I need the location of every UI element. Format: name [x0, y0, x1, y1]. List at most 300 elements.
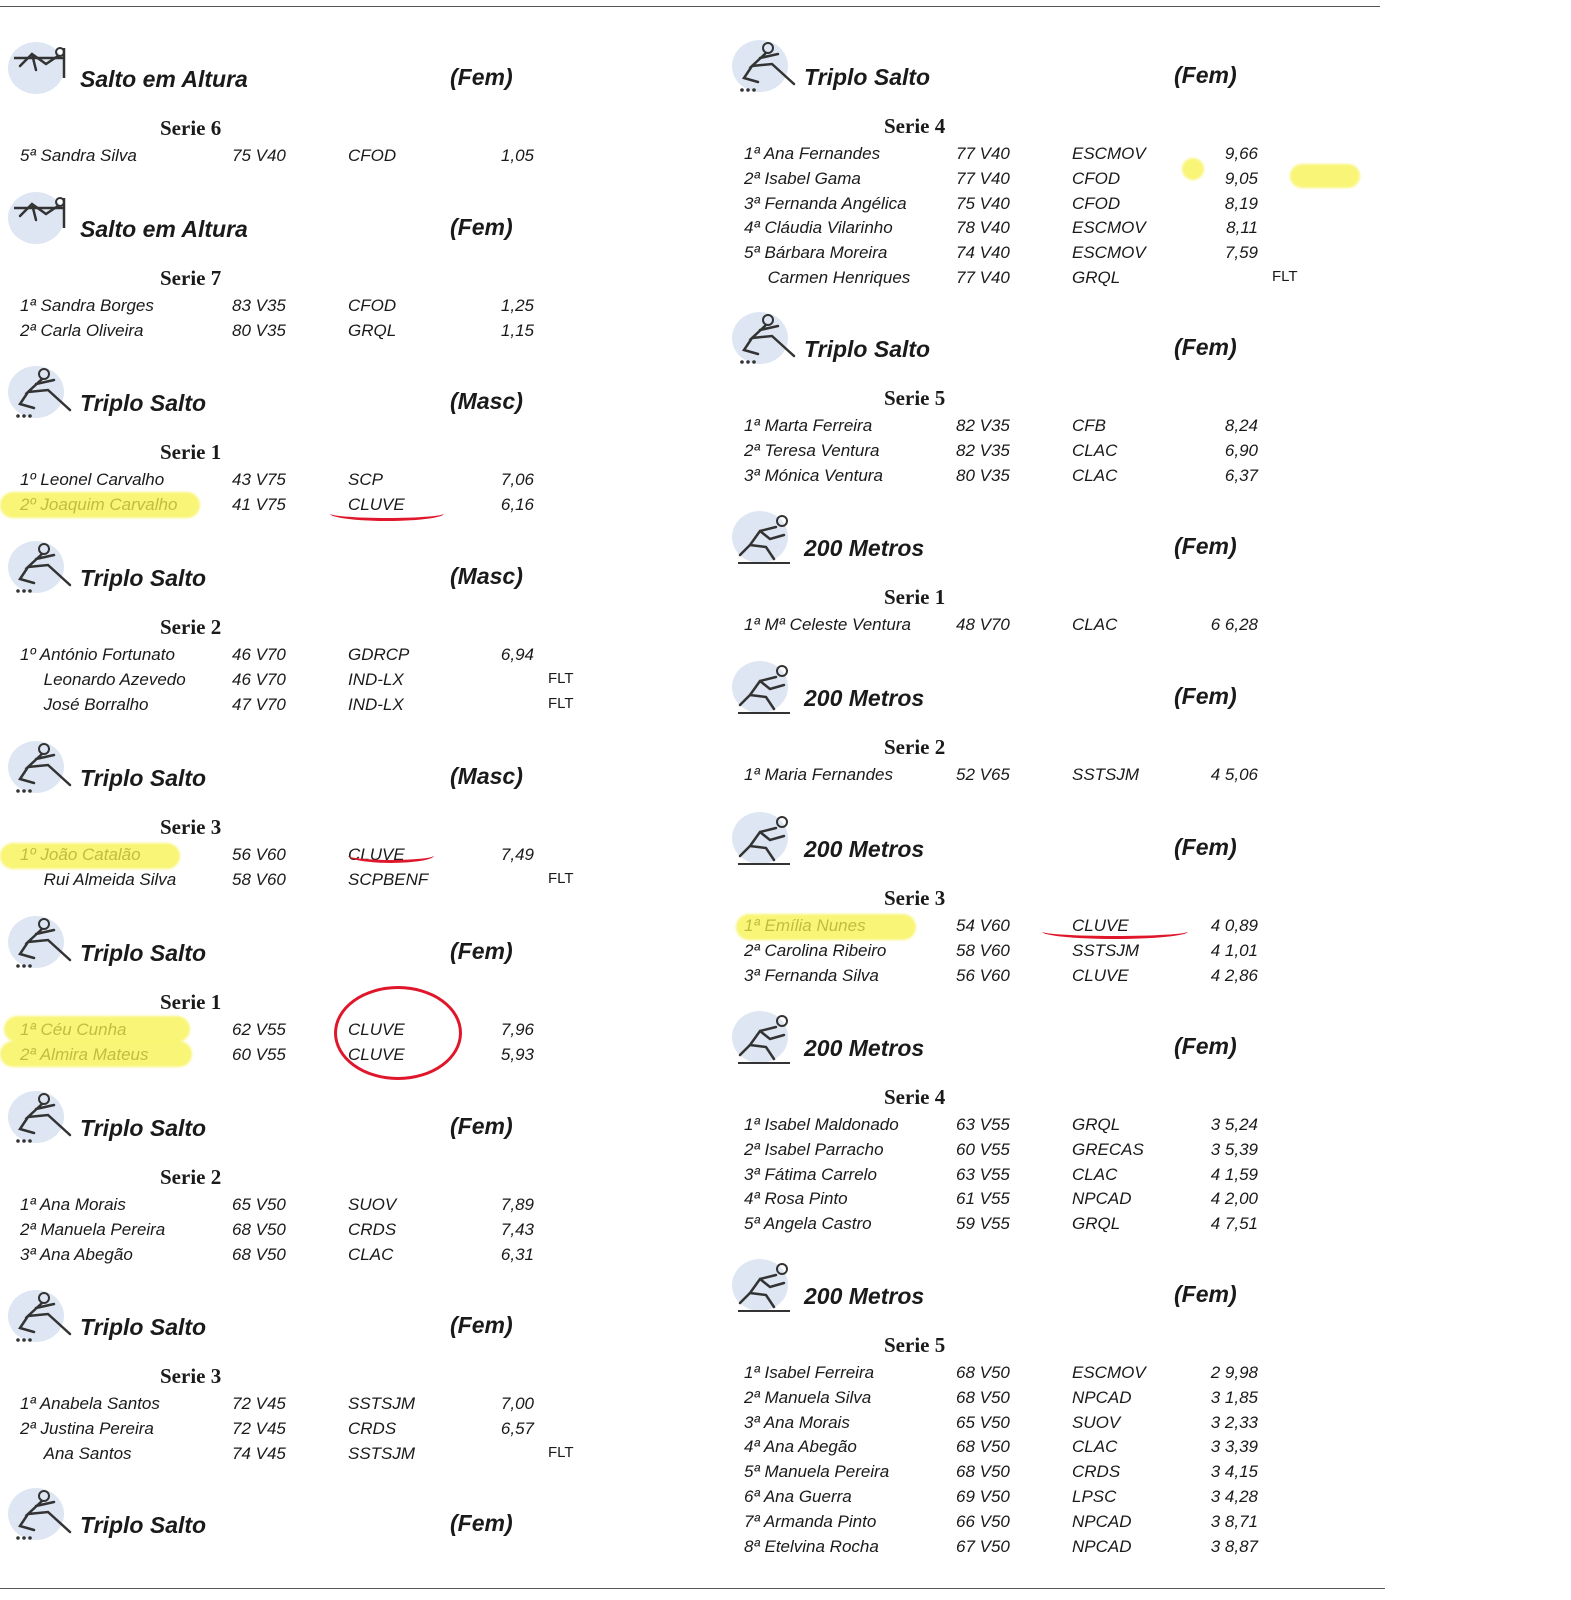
highlight-marker — [1182, 158, 1204, 180]
mark: 7,00 — [500, 1394, 534, 1413]
event-gender: (Fem) — [1174, 62, 1237, 88]
athlete-name — [20, 1419, 154, 1439]
placing: 1ª — [744, 1115, 760, 1134]
placing: 1ª — [744, 615, 760, 634]
event-title: Triplo Salto — [80, 1512, 207, 1538]
status-flag: FLT — [548, 669, 574, 687]
club: SSTSJM — [348, 1443, 416, 1463]
event-gender: (Masc) — [450, 763, 523, 789]
mark: 3 5,39 — [1210, 1139, 1258, 1159]
age-category: 63 V55 — [956, 1164, 1010, 1184]
athlete-name-text: Justina Pereira — [40, 1418, 154, 1438]
athlete-name-text: Carolina Ribeiro — [764, 940, 887, 960]
placing: 2ª — [20, 1418, 36, 1438]
mark: 8,24 — [1224, 416, 1258, 435]
age-category: 58 V60 — [956, 940, 1010, 960]
placing: 1ª — [744, 765, 760, 784]
triple-jump-icon — [6, 1085, 76, 1147]
mark: 8,11 — [1226, 218, 1258, 238]
athlete-name-text: Carla Oliveira — [40, 320, 144, 340]
highlight-marker — [0, 1041, 192, 1067]
event-title: Triplo Salto — [80, 1115, 207, 1141]
high-jump-icon — [6, 36, 76, 98]
event-block — [0, 186, 700, 346]
club: GRQL — [348, 320, 397, 340]
mark: 9,66 — [1224, 144, 1258, 163]
club: CRDS — [348, 1418, 397, 1438]
placing: 3ª — [744, 1412, 760, 1432]
red-circle-mark — [334, 986, 462, 1080]
event-gender: (Fem) — [1174, 334, 1237, 360]
age-category: 59 V55 — [956, 1214, 1010, 1234]
club: CFOD — [348, 146, 397, 165]
triple-jump-icon — [730, 34, 800, 96]
event-title: Triplo Salto — [80, 765, 207, 791]
athlete-name — [744, 466, 883, 486]
athlete-name-text: Bárbara Moreira — [764, 243, 888, 263]
event-title: 200 Metros — [804, 685, 925, 711]
club: ESCMOV — [1072, 243, 1146, 263]
red-underline — [1042, 924, 1188, 939]
age-category: 61 V55 — [956, 1189, 1010, 1209]
placing: 2ª — [744, 1387, 760, 1407]
serie-heading: Serie 3 — [160, 815, 222, 839]
athlete-name — [20, 645, 175, 665]
club: SSTSJM — [1072, 765, 1140, 784]
club: CLUVE — [1072, 965, 1129, 985]
red-underline — [348, 848, 434, 863]
placing: 5ª — [744, 243, 760, 263]
athlete-name-text: Ana Morais — [763, 1412, 850, 1432]
event-gender: (Masc) — [450, 563, 523, 589]
highlight-marker — [736, 914, 916, 940]
mark: 3 8,87 — [1210, 1536, 1258, 1556]
highlight-marker — [0, 843, 180, 869]
age-category: 68 V50 — [956, 1437, 1010, 1457]
athlete-name — [744, 1413, 850, 1433]
athlete-name-text: Sandra Silva — [40, 146, 137, 165]
age-category: 46 V70 — [232, 669, 286, 689]
athlete-name — [744, 1214, 872, 1234]
event-gender: (Fem) — [450, 64, 513, 90]
age-category: 54 V60 — [956, 916, 1010, 935]
triple-jump-icon — [6, 1482, 76, 1544]
club: CRDS — [348, 1219, 397, 1239]
placing: 2ª — [20, 1219, 36, 1239]
placing: 1ª — [20, 296, 36, 315]
club: ESCMOV — [1072, 1363, 1146, 1382]
athlete-name-text: Armanda Pinto — [763, 1511, 877, 1531]
athlete-name-text: Ana Abegão — [39, 1244, 133, 1264]
placing: 5ª — [744, 1214, 760, 1234]
athlete-name — [744, 765, 893, 785]
event-block — [724, 505, 1424, 640]
placing: 1ª — [744, 416, 760, 435]
age-category: 46 V70 — [232, 645, 286, 664]
event-gender: (Fem) — [450, 938, 513, 964]
triple-jump-icon — [6, 360, 76, 422]
club: CFB — [1072, 416, 1106, 435]
event-block — [0, 535, 700, 719]
club: CLUVE — [348, 845, 405, 864]
athlete-name — [744, 1140, 884, 1160]
runner-icon — [730, 505, 800, 567]
athlete-name-text: Manuela Silva — [764, 1387, 872, 1407]
age-category: 65 V50 — [232, 1195, 286, 1214]
athlete-name-text: Maria Fernandes — [764, 765, 893, 784]
club: CLAC — [1072, 1437, 1118, 1457]
serie-heading: Serie 1 — [160, 990, 222, 1014]
serie-heading: Serie 1 — [884, 585, 946, 609]
athlete-name — [20, 1444, 132, 1464]
event-block — [0, 36, 700, 171]
age-category: 41 V75 — [232, 494, 286, 514]
athlete-name — [744, 1115, 899, 1135]
athlete-name-text: Ana Guerra — [763, 1486, 852, 1506]
athlete-name — [744, 1487, 852, 1507]
mark: 7,06 — [500, 470, 534, 489]
age-category: 83 V35 — [232, 296, 286, 315]
club: NPCAD — [1072, 1511, 1132, 1531]
club: GDRCP — [348, 645, 410, 664]
event-block — [0, 1085, 700, 1269]
event-title: Salto em Altura — [80, 216, 248, 242]
club: NPCAD — [1072, 1189, 1132, 1209]
runner-icon — [730, 1253, 800, 1315]
mark: 1,25 — [500, 296, 534, 315]
event-gender: (Fem) — [450, 1113, 513, 1139]
placing: 6ª — [744, 1486, 760, 1506]
athlete-name — [744, 144, 880, 164]
age-category: 72 V45 — [232, 1394, 286, 1413]
event-gender: (Masc) — [450, 388, 523, 414]
athlete-name-text: Anabela Santos — [39, 1394, 160, 1413]
mark: 7,96 — [500, 1020, 534, 1039]
placing: 4ª — [744, 218, 760, 238]
placing: 3ª — [20, 1244, 36, 1264]
event-block — [724, 306, 1424, 490]
event-gender: (Fem) — [1174, 683, 1237, 709]
event-title: 200 Metros — [804, 836, 925, 862]
placing: 3ª — [744, 193, 760, 213]
club: ESCMOV — [1072, 144, 1146, 163]
club: GRQL — [1072, 1115, 1121, 1134]
age-category: 56 V60 — [232, 845, 286, 864]
mark: 3 8,71 — [1210, 1511, 1258, 1531]
age-category: 52 V65 — [956, 765, 1010, 784]
club: CFOD — [1072, 168, 1121, 188]
mark: 4 5,06 — [1210, 765, 1258, 784]
athlete-name-text: Leonel Carvalho — [40, 470, 165, 489]
athlete-name — [20, 870, 176, 890]
athlete-name — [20, 1394, 160, 1414]
athlete-name — [744, 1512, 876, 1532]
placing: 2ª — [744, 440, 760, 460]
athlete-name — [20, 296, 154, 316]
club: NPCAD — [1072, 1387, 1132, 1407]
athlete-name — [744, 1165, 877, 1185]
club: SUOV — [348, 1195, 397, 1214]
mark: 6,31 — [500, 1244, 534, 1264]
age-category: 48 V70 — [956, 615, 1010, 634]
club: CLUVE — [348, 494, 405, 514]
age-category: 68 V50 — [956, 1462, 1010, 1482]
serie-heading: Serie 2 — [160, 1165, 222, 1189]
event-gender: (Fem) — [1174, 1033, 1237, 1059]
athlete-name — [744, 416, 872, 436]
placing: 2ª — [744, 168, 760, 188]
athlete-name — [20, 1195, 126, 1215]
runner-icon — [730, 806, 800, 868]
placing: 3ª — [744, 465, 760, 485]
mark: 3 4,15 — [1210, 1462, 1258, 1482]
event-title: Triplo Salto — [804, 336, 931, 362]
mark: 4 1,01 — [1210, 940, 1258, 960]
event-title: Triplo Salto — [80, 940, 207, 966]
mark: 5,93 — [500, 1044, 534, 1064]
event-title: 200 Metros — [804, 535, 925, 561]
athlete-name — [744, 169, 861, 189]
age-category: 69 V50 — [956, 1486, 1010, 1506]
age-category: 68 V50 — [956, 1363, 1010, 1382]
mark: 4 7,51 — [1210, 1214, 1258, 1234]
placing: 3ª — [744, 1164, 760, 1184]
placing: 1ª — [744, 144, 760, 163]
athlete-name-text: Ana Morais — [39, 1195, 126, 1214]
runner-icon — [730, 655, 800, 717]
serie-heading: Serie 2 — [160, 615, 222, 639]
mark: 4 0,89 — [1210, 916, 1258, 935]
triple-jump-icon — [6, 1284, 76, 1346]
athlete-name-text: Fernanda Angélica — [764, 193, 907, 213]
status-flag: FLT — [1272, 267, 1298, 285]
event-gender: (Fem) — [1174, 533, 1237, 559]
age-category: 77 V40 — [956, 144, 1010, 163]
placing: 1ª — [20, 1394, 36, 1413]
event-gender: (Fem) — [1174, 1281, 1237, 1307]
runner-icon — [730, 1005, 800, 1067]
age-category: 75 V40 — [232, 146, 286, 165]
club: LPSC — [1072, 1486, 1117, 1506]
highlight-marker — [4, 1016, 190, 1042]
placing: 5ª — [20, 146, 36, 165]
mark: 7,59 — [1224, 243, 1258, 263]
athlete-name-text: Manuela Pereira — [764, 1462, 890, 1482]
athlete-name-text: Fátima Carrelo — [764, 1164, 877, 1184]
athlete-name — [744, 615, 911, 635]
athlete-name — [744, 1462, 889, 1482]
club: SUOV — [1072, 1412, 1121, 1432]
mark: 1,15 — [500, 320, 534, 340]
serie-heading: Serie 7 — [160, 266, 222, 290]
mark: 6,90 — [1224, 440, 1258, 460]
serie-heading: Serie 3 — [884, 886, 946, 910]
athlete-name-text: Manuela Pereira — [40, 1219, 166, 1239]
placing: 1º — [20, 470, 36, 489]
age-category: 68 V50 — [956, 1387, 1010, 1407]
club: GRQL — [1072, 1214, 1121, 1234]
event-title: Triplo Salto — [80, 390, 207, 416]
mark: 4 2,86 — [1210, 965, 1258, 985]
mark: 6 6,28 — [1210, 615, 1258, 634]
age-category: 77 V40 — [956, 168, 1010, 188]
age-category: 67 V50 — [956, 1536, 1010, 1556]
athlete-name-text: Leonardo Azevedo — [43, 669, 186, 689]
club: CLAC — [1072, 465, 1118, 485]
athlete-name-text: Sandra Borges — [40, 296, 154, 315]
club: SCPBENF — [348, 869, 429, 889]
athlete-name — [744, 1363, 874, 1383]
age-category: 65 V50 — [956, 1412, 1010, 1432]
mark: 3 5,24 — [1210, 1115, 1258, 1134]
placing: 4ª — [744, 1437, 760, 1457]
placing: 1º — [20, 645, 36, 664]
event-block — [0, 735, 700, 895]
club: ESCMOV — [1072, 218, 1146, 238]
club: GRECAS — [1072, 1139, 1144, 1159]
placing: 2ª — [744, 1139, 760, 1159]
mark: 3 3,39 — [1210, 1437, 1258, 1457]
event-gender: (Fem) — [450, 1510, 513, 1536]
status-flag: FLT — [548, 869, 574, 887]
athlete-name — [744, 1537, 879, 1557]
placing: 8ª — [744, 1536, 760, 1556]
athlete-name — [20, 470, 164, 490]
status-flag: FLT — [548, 1443, 574, 1461]
age-category: 68 V50 — [232, 1219, 286, 1239]
triple-jump-icon — [730, 306, 800, 368]
event-title: 200 Metros — [804, 1035, 925, 1061]
club: CLAC — [1072, 1164, 1118, 1184]
athlete-name-text: Isabel Gama — [764, 168, 861, 188]
club: IND-LX — [348, 669, 404, 689]
athlete-name-text: Ana Abegão — [763, 1437, 857, 1457]
age-category: 80 V35 — [232, 320, 286, 340]
age-category: 77 V40 — [956, 267, 1010, 287]
athlete-name — [20, 146, 137, 166]
placing: 5ª — [744, 1462, 760, 1482]
mark: 1,05 — [500, 146, 534, 165]
athlete-name — [744, 194, 907, 214]
event-block — [724, 1005, 1424, 1239]
left-column — [0, 0, 720, 1600]
age-category: 82 V35 — [956, 416, 1010, 435]
serie-heading: Serie 4 — [884, 114, 946, 138]
athlete-name-text: António Fortunato — [39, 645, 175, 664]
athlete-name-text: Isabel Parracho — [764, 1139, 884, 1159]
triple-jump-icon — [6, 535, 76, 597]
club: SSTSJM — [1072, 940, 1140, 960]
athlete-name — [744, 1189, 848, 1209]
age-category: 66 V50 — [956, 1511, 1010, 1531]
placing: 2ª — [744, 940, 760, 960]
placing: 7ª — [744, 1511, 760, 1531]
athlete-name-text: Ana Santos — [43, 1443, 132, 1463]
placing: 3ª — [744, 965, 760, 985]
age-category: 62 V55 — [232, 1020, 286, 1039]
event-gender: (Fem) — [1174, 834, 1237, 860]
triple-jump-icon — [6, 910, 76, 972]
mark: 6,57 — [500, 1418, 534, 1438]
athlete-name — [744, 1388, 871, 1408]
athlete-name-text: Fernanda Silva — [764, 965, 879, 985]
age-category: 72 V45 — [232, 1418, 286, 1438]
event-title: Triplo Salto — [804, 64, 931, 90]
club: GRQL — [1072, 267, 1121, 287]
club: NPCAD — [1072, 1536, 1132, 1556]
mark: 6,94 — [500, 645, 534, 664]
mark: 4 1,59 — [1210, 1164, 1258, 1184]
athlete-name-text: Teresa Ventura — [764, 440, 880, 460]
club: CFOD — [1072, 193, 1121, 213]
triple-jump-icon — [6, 735, 76, 797]
age-category: 58 V60 — [232, 869, 286, 889]
athlete-name-text: Mónica Ventura — [764, 465, 883, 485]
age-category: 80 V35 — [956, 465, 1010, 485]
serie-heading: Serie 4 — [884, 1085, 946, 1109]
serie-heading: Serie 6 — [160, 116, 222, 140]
age-category: 74 V45 — [232, 1443, 286, 1463]
club: CRDS — [1072, 1462, 1121, 1482]
highlight-marker — [1290, 164, 1360, 188]
event-title: 200 Metros — [804, 1283, 925, 1309]
event-block — [0, 1284, 700, 1468]
age-category: 56 V60 — [956, 965, 1010, 985]
age-category: 47 V70 — [232, 694, 286, 714]
club: CLAC — [348, 1244, 394, 1264]
high-jump-icon — [6, 186, 76, 248]
placing: 4ª — [744, 1189, 760, 1209]
athlete-name-text: Mª Celeste Ventura — [764, 615, 911, 634]
mark: 9,05 — [1224, 168, 1258, 188]
athlete-name — [744, 243, 887, 263]
mark: 2 9,98 — [1210, 1363, 1258, 1382]
age-category: 82 V35 — [956, 440, 1010, 460]
age-category: 63 V55 — [956, 1115, 1010, 1134]
placing: 2ª — [20, 320, 36, 340]
mark: 3 2,33 — [1210, 1412, 1258, 1432]
age-category: 74 V40 — [956, 243, 1010, 263]
athlete-name-text: Carmen Henriques — [767, 267, 911, 287]
event-title: Salto em Altura — [80, 66, 248, 92]
athlete-name-text: Rosa Pinto — [764, 1189, 848, 1209]
club: CFOD — [348, 296, 397, 315]
athlete-name — [20, 1245, 133, 1265]
athlete-name — [744, 218, 893, 238]
serie-heading: Serie 3 — [160, 1364, 222, 1388]
club: CLAC — [1072, 440, 1118, 460]
athlete-name — [744, 966, 879, 986]
event-block — [724, 806, 1424, 990]
mark: 7,43 — [500, 1219, 534, 1239]
placing: 1ª — [744, 1363, 760, 1382]
athlete-name — [744, 941, 886, 961]
club: IND-LX — [348, 694, 404, 714]
club: CLUVE — [348, 1044, 405, 1064]
athlete-name — [20, 1220, 165, 1240]
serie-heading: Serie 1 — [160, 440, 222, 464]
status-flag: FLT — [548, 694, 574, 712]
athlete-name — [744, 1437, 857, 1457]
age-category: 78 V40 — [956, 218, 1010, 238]
event-block — [724, 1253, 1424, 1561]
athlete-name-text: Etelvina Rocha — [764, 1536, 879, 1556]
athlete-name-text: Cláudia Vilarinho — [764, 218, 893, 238]
serie-heading: Serie 5 — [884, 1333, 946, 1357]
mark: 8,19 — [1224, 193, 1258, 213]
athlete-name — [20, 321, 143, 341]
athlete-name — [20, 670, 186, 690]
